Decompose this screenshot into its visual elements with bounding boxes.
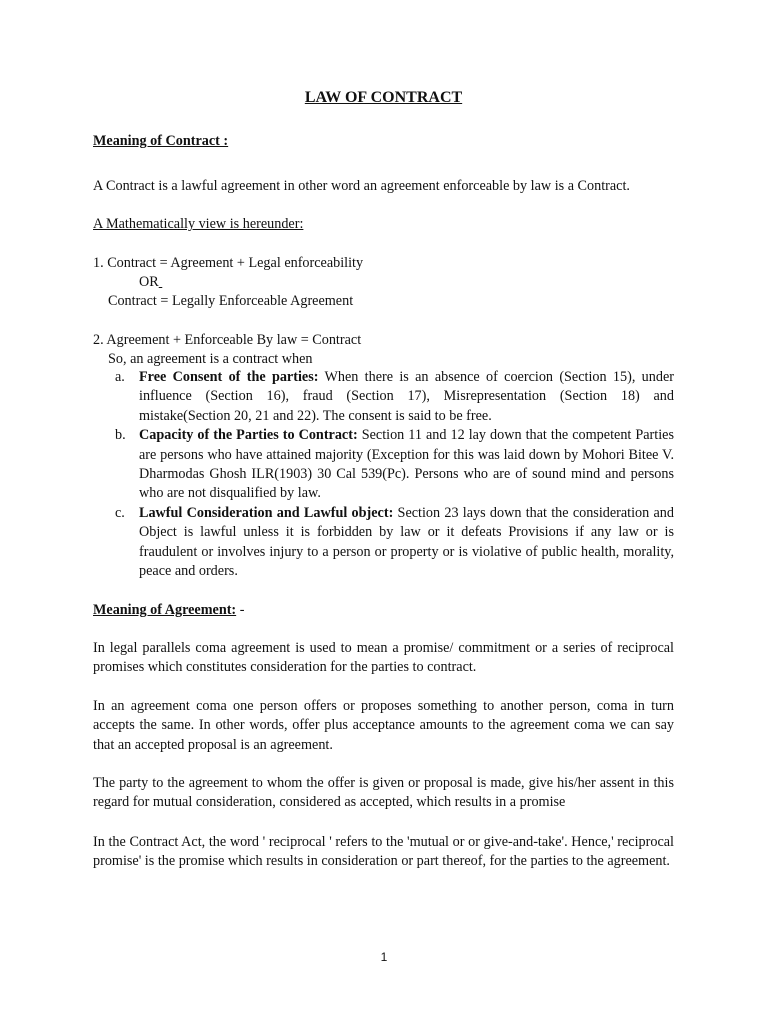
list-item-label: Capacity of the Parties to Contract: xyxy=(139,427,358,444)
page-number: 1 xyxy=(380,950,388,964)
list-marker: a. xyxy=(115,369,125,385)
section-heading-agreement-text: Meaning of Agreement: xyxy=(93,602,237,618)
list-item-label: Free Consent of the parties: xyxy=(139,369,319,385)
contract-conditions-list xyxy=(108,368,674,581)
formula-1b: Contract = Legally Enforceable Agreement xyxy=(108,293,354,309)
list-item xyxy=(108,504,674,582)
list-item-text: Section 11 and 12 lay down that the competent Parties are persons who have attained majority (Exception for this was laid down by Mohori Bitee V. Dharmodas Ghosh ILR(1903) 30 Cal 539(Pc). Persons who are of sound mind and persons who are not disqualified by law. xyxy=(139,427,674,502)
list-item xyxy=(108,368,674,426)
formula-1: 1. Contract = Agreement + Legal enforceability xyxy=(93,255,364,271)
section-heading-agreement xyxy=(93,601,244,620)
formula-2-intro: So, an agreement is a contract when xyxy=(108,351,313,367)
list-item-text: Section 23 lays down that the consideration and Object is lawful unless it is forbidden by law or it defeats Provisions if any law or is fraudulent or involves injury to a person or property or is violative of public health, morality, peace and orders. xyxy=(139,504,674,580)
math-view-intro: A Mathematically view is hereunder: xyxy=(93,216,304,232)
agreement-paragraph-2: In an agreement coma one person offers or proposes something to another person, coma in turn accepts the same. In other words, offer plus acceptance amounts to the agreement coma we can say that an accepted proposal is an agreement. xyxy=(93,698,674,753)
formula-or-underscore xyxy=(159,274,163,290)
list-item-label: Lawful Consideration and Lawful object: xyxy=(139,504,394,521)
formula-or xyxy=(139,273,162,292)
section-heading-agreement-suffix: - xyxy=(236,602,245,618)
agreement-paragraph-1: In legal parallels coma agreement is used to mean a promise/ commitment or a series of reciprocal promises which constitutes consideration for the parties to contract. xyxy=(93,640,674,676)
agreement-paragraph-4: In the Contract Act, the word ' reciprocal ' refers to the 'mutual or or give-and-take'. Hence,' reciprocal promise' is the promise which results in consideration or part thereof, for the parties to the agreement. xyxy=(93,834,674,870)
section-heading-contract xyxy=(93,132,228,151)
section-heading-contract-text: Meaning of Contract : xyxy=(93,133,229,149)
list-item-text: When there is an absence of coercion (Section 15), under influence (Section 16), fraud (Section 17), Misrepresentation (Section 18) and mistake(Section 20, 21 and 22). The consent is said to be free. xyxy=(139,369,674,424)
agreement-paragraph-3: The party to the agreement to whom the offer is given or proposal is made, give his/her assent in this regard for mutual consideration, considered as accepted, which results in a promise xyxy=(93,775,674,811)
formula-or-text: OR xyxy=(139,274,159,290)
formula-2: 2. Agreement + Enforceable By law = Contract xyxy=(93,332,362,348)
list-item xyxy=(108,426,674,504)
list-marker: c. xyxy=(115,504,125,521)
contract-definition: A Contract is a lawful agreement in other word an agreement enforceable by law is a Contract. xyxy=(93,178,630,194)
list-marker: b. xyxy=(115,427,126,444)
document-title: LAW OF CONTRACT xyxy=(304,89,463,106)
